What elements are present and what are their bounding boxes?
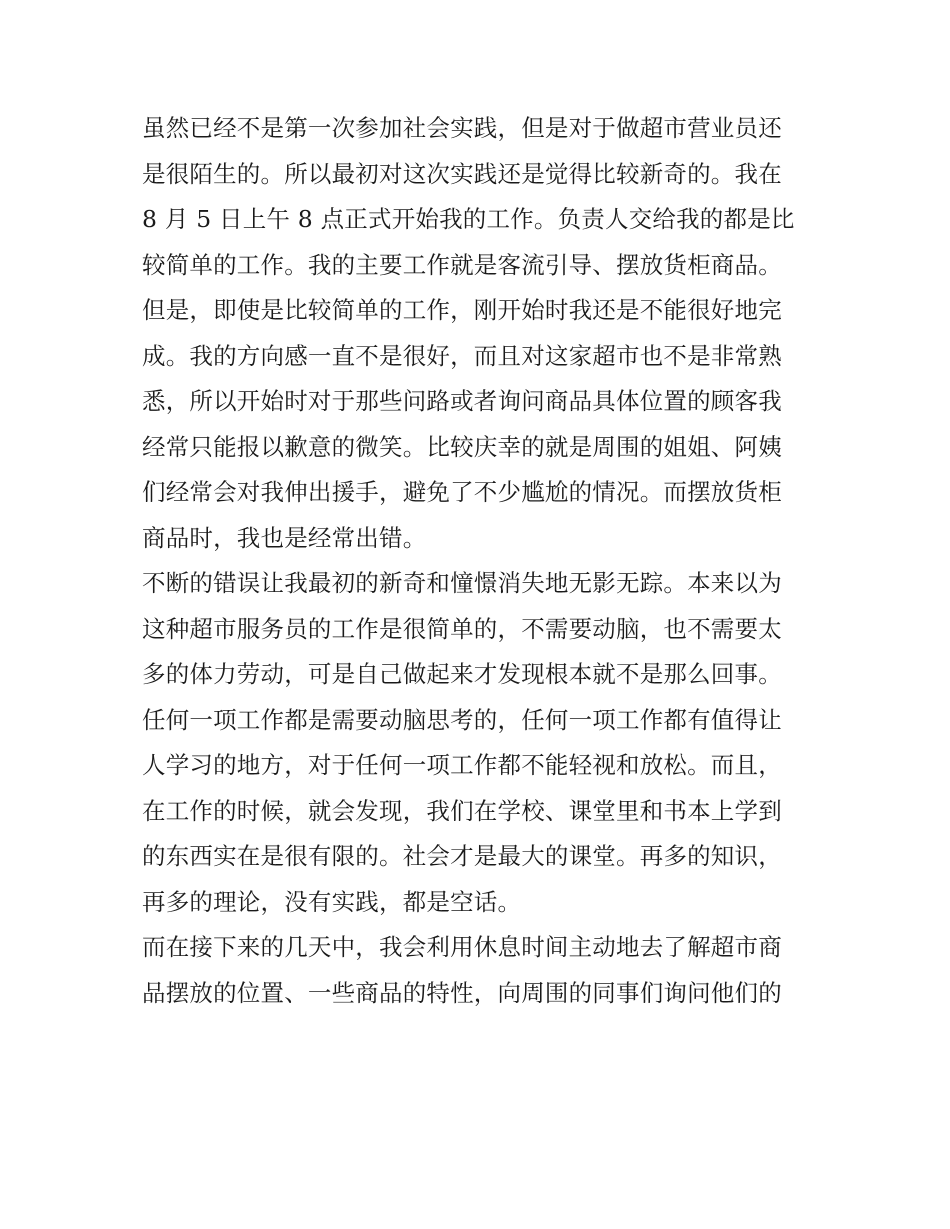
text-line: 任何一项工作都是需要动脑思考的，任何一项工作都有值得让 <box>142 705 782 734</box>
text-line: 是很陌生的。所以最初对这次实践还是觉得比较新奇的。我在 <box>142 159 782 188</box>
text-line: 较简单的工作。我的主要工作就是客流引导、摆放货柜商品。 <box>142 250 782 279</box>
text-line: 而在接下来的几天中，我会利用休息时间主动地去了解超市商 <box>142 933 782 961</box>
text-line: 商品时，我也是经常出错。 <box>142 523 427 552</box>
text-line: 们经常会对我伸出援手，避免了不少尴尬的情况。而摆放货柜 <box>142 478 782 506</box>
text-line: 成。我的方向感一直不是很好，而且对这家超市也不是非常熟 <box>142 341 782 370</box>
text-line: 但是，即使是比较简单的工作，刚开始时我还是不能很好地完 <box>142 296 782 324</box>
text-line: 悉，所以开始时对于那些问路或者询问商品具体位置的顾客我 <box>142 387 782 415</box>
text-line: 虽然已经不是第一次参加社会实践，但是对于做超市营业员还 <box>142 114 782 142</box>
text-line: 多的体力劳动，可是自己做起来才发现根本就不是那么回事。 <box>142 660 782 688</box>
text-line: 这种超市服务员的工作是很简单的，不需要动脑，也不需要太 <box>142 614 782 643</box>
text-line: 不断的错误让我最初的新奇和憧憬消失地无影无踪。本来以为 <box>142 569 782 597</box>
text-line: 再多的理论，没有实践，都是空话。 <box>142 887 522 916</box>
text-line: 8 月 5 日上午 8 点正式开始我的工作。负责人交给我的都是比 <box>142 205 795 233</box>
text-line: 在工作的时候，就会发现，我们在学校、课堂里和书本上学到 <box>142 796 782 825</box>
text-line: 的东西实在是很有限的。社会才是最大的课堂。再多的知识， <box>142 842 782 870</box>
text-line: 品摆放的位置、一些商品的特性，向周围的同事们询问他们的 <box>142 978 782 1007</box>
document-body <box>142 106 822 1016</box>
text-line: 经常只能报以歉意的微笑。比较庆幸的就是周围的姐姐、阿姨 <box>142 432 782 461</box>
text-line: 人学习的地方，对于任何一项工作都不能轻视和放松。而且， <box>142 751 782 779</box>
